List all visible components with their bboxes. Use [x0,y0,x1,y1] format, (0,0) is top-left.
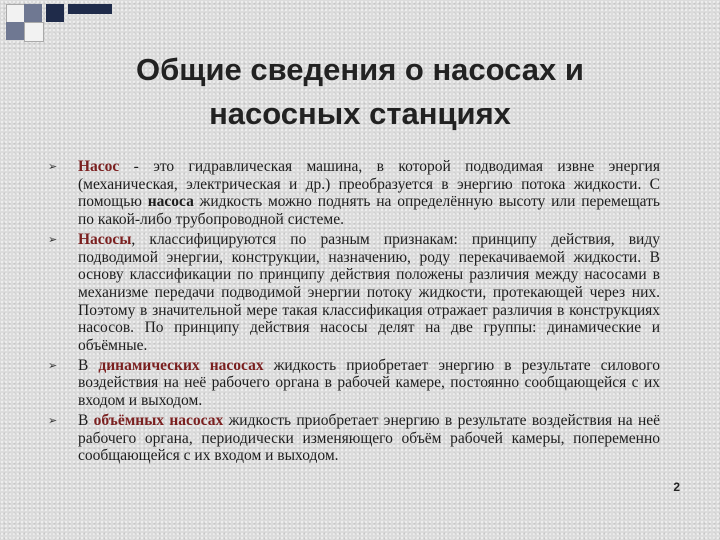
item-text: жидкость приобретает энергию в результате воздействия на неё рабочего органа, периодически изменяющего объём рабочей камеры, попеременно сообщающейся с их входом и выходом. [78,411,661,465]
item-text: жидкость приобретает энергию в результате силового воздействия на неё рабочего органа в рабочей камере, постоянно сообщающейся с их входом и выходом. [78,356,661,410]
list-item [48,412,660,465]
page-number: 2 [673,480,680,494]
list-item [48,158,660,229]
arrowhead-bullet-icon: ➢ [48,232,58,246]
arrowhead-bullet-icon: ➢ [48,160,58,173]
corner-squares-decoration [6,4,116,40]
term-pump: Насос [78,158,120,175]
list-item-text [78,357,660,410]
arrowhead-bullet-icon: ➢ [48,358,58,372]
term-volumetric-pumps: объёмных насосах [93,411,224,429]
bullet-list [48,158,660,467]
slide-title-line-2: насосных станциях [209,96,511,131]
item-text-after: жидкость можно поднять на определённую высоту или перемещать по какой-либо трубопроводной системе. [78,193,660,229]
slide-title-line-1: Общие сведения о насосах и [136,52,584,87]
list-item-text [78,412,660,465]
slide-title [60,48,660,136]
term-dynamic-pumps: динамических насосах [98,356,264,374]
list-item [48,357,660,410]
arrowhead-bullet-icon: ➢ [48,413,58,427]
list-item-text [78,158,660,229]
term-pumps: Насосы [78,230,132,248]
item-lead: В [78,411,94,429]
list-item-text [78,231,660,355]
item-text: - это гидравлическая машина, в которой подводимая извне энергия (механическая, электрическая и др.) преобразуется в энергию потока жидкости. С помощью [78,158,660,211]
emphasis-pump: насоса [147,193,194,211]
item-text: , классифицируются по разным признакам: принципу действия, виду подводимой энергии, конструкции, назначению, роду перекачиваемой жидкости. В основу классификации по принципу действия положены различия между насосами в механизме передачи подводимой энергии потоку жидкости, протекающей через них. Поэтому в значительной мере такая классификация отражает различия в конструкциях насосов. По принципу действия насосы делят на две группы: динамические и объёмные. [78,230,660,355]
item-lead: В [78,356,99,374]
list-item [48,231,660,355]
